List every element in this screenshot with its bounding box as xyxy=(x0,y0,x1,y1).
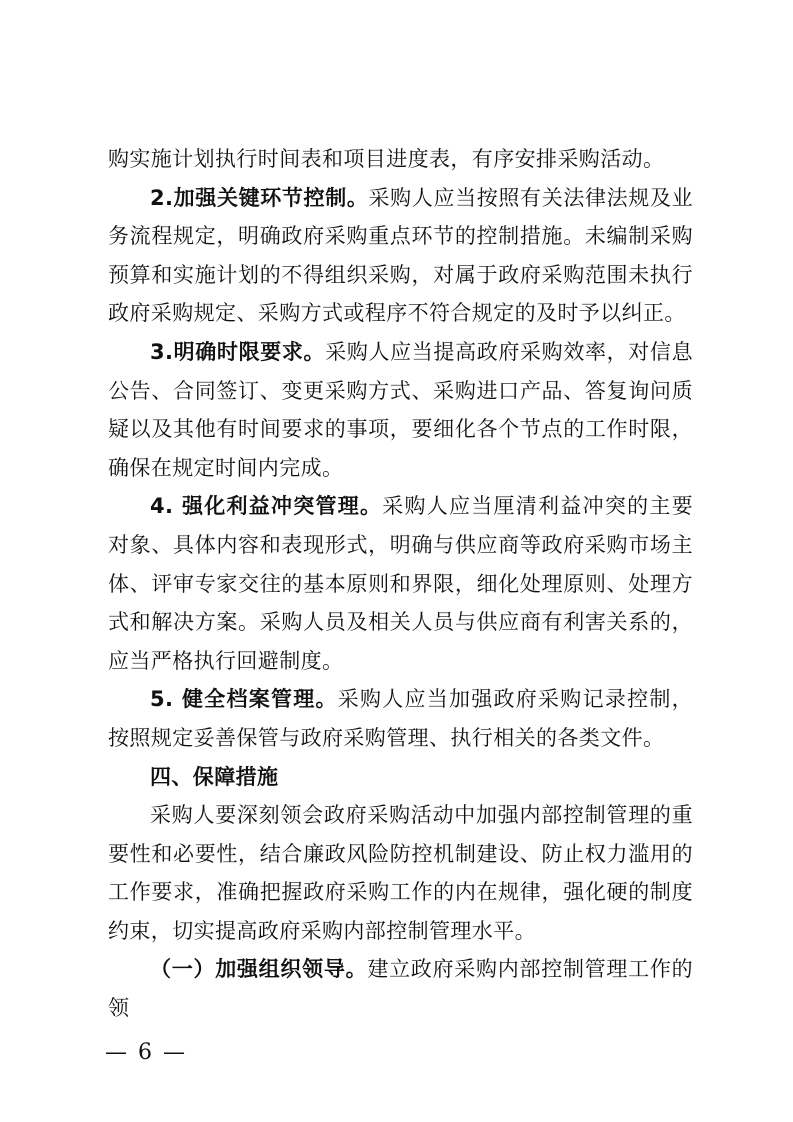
paragraph-safeguards xyxy=(108,796,693,950)
body-text xyxy=(108,140,693,1028)
paragraph-text: 采购人应当提高政府采购效率，对信息公告、合同签订、变更采购方式、采购进口产品、答复询问质疑以及其他有时间要求的事项，要细化各个节点的工作时限，确保在规定时间内完成。 xyxy=(108,339,693,480)
paragraph-text: 购实施计划执行时间表和项目进度表，有序安排采购活动。 xyxy=(108,147,665,171)
paragraph-lead: （一）加强组织领导。 xyxy=(150,957,368,982)
paragraph-conflict-of-interest xyxy=(108,487,693,680)
paragraph-organization-leadership xyxy=(108,950,693,1027)
paragraph-text: 采购人应当按照有关法律法规及业务流程规定，明确政府采购重点环节的控制措施。未编制采购预算和实施计划的不得组织采购，对属于政府采购范围未执行政府采购规定、采购方式或程序不符合规定的及时予以纠正。 xyxy=(108,185,693,326)
paragraph-key-link-control xyxy=(108,179,693,333)
paragraph-lead: 3.明确时限要求。 xyxy=(150,339,326,364)
paragraph-lead: 2.加强关键环节控制。 xyxy=(150,185,369,210)
paragraph-continuation xyxy=(108,140,693,179)
paragraph-lead: 4. 强化利益冲突管理。 xyxy=(150,494,383,519)
paragraph-text: 采购人应当厘清利益冲突的主要对象、具体内容和表现形式，明确与供应商等政府采购市场主体、评审专家交往的基本原则和界限，细化处理原则、处理方式和解决方案。采购人员及相关人员与供应商有利害关系的，应当严格执行回避制度。 xyxy=(108,494,693,673)
paragraph-text: 采购人要深刻领会政府采购活动中加强内部控制管理的重要性和必要性，结合廉政风险防控机制建设、防止权力滥用的工作要求，准确把握政府采购工作的内在规律，强化硬的制度约束，切实提高政府采购内部控制管理水平。 xyxy=(108,803,693,943)
paragraph-archive-management xyxy=(108,680,693,757)
paragraph-text: 建立政府采购内部控制管理工作的领 xyxy=(108,957,694,1021)
page-number: — 6 — xyxy=(105,1040,187,1065)
paragraph-lead: 5. 健全档案管理。 xyxy=(150,687,338,712)
paragraph-time-limit xyxy=(108,333,693,487)
paragraph-text: 采购人应当加强政府采购记录控制，按照规定妥善保管与政府采购管理、执行相关的各类文件。 xyxy=(108,687,693,750)
section-heading: 四、保障措施 xyxy=(150,764,279,789)
